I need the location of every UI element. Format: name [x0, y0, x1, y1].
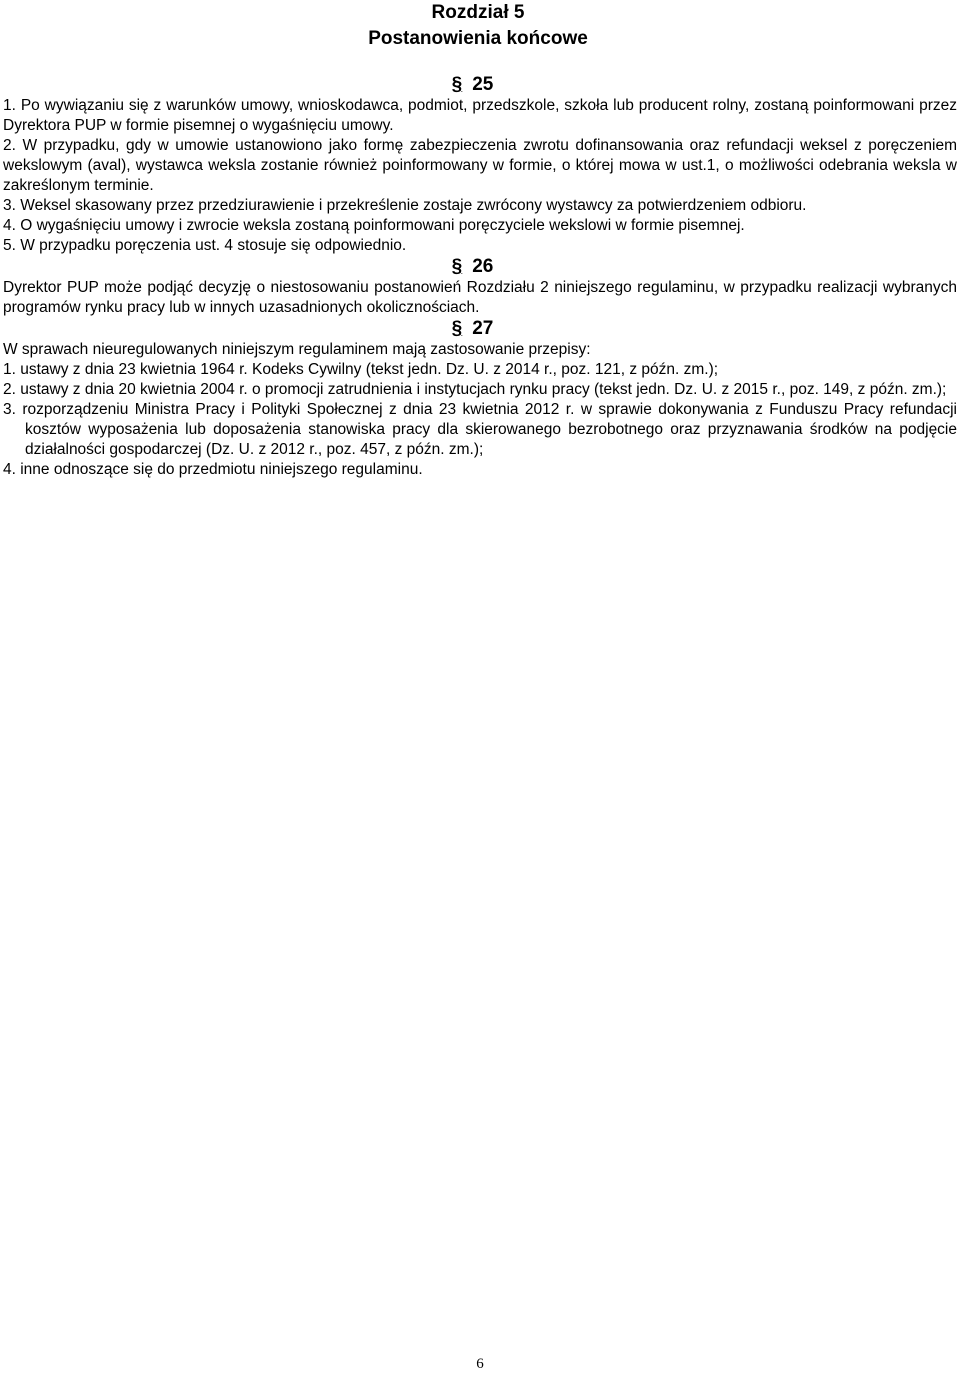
section-25-heading: [0, 74, 957, 96]
section-27-item-2: 2. ustawy z dnia 20 kwietnia 2004 r. o promocji zatrudnienia i instytucjach rynku pracy (tekst jedn. Dz. U. z 2015 r., poz. 149, z późn. zm.);: [3, 381, 947, 398]
section-27-item-4: 4. inne odnoszące się do przedmiotu niniejszego regulaminu.: [3, 461, 423, 478]
document-page: [3, 0, 957, 480]
section-number: 26: [472, 256, 494, 277]
section-27-item-3: 3. rozporządzeniu Ministra Pracy i Polityki Społecznej z dnia 23 kwietnia 2012 r. w sprawie dokonywania z Funduszu Pracy refundacji kosztów wyposażenia lub doposażenia stanowiska pracy dla skierowanego bezrobotnego oraz przyznawania środków na podjęcie działalności gospodarczej (Dz. U. z 2012 r., poz. 457, z późn. zm.);: [3, 401, 957, 458]
chapter-heading: [0, 0, 957, 52]
section-25-item-3: 3. Weksel skasowany przez przedziurawienie i przekreślenie zostaje zwrócony wystawcy za potwierdzeniem odbioru.: [3, 197, 807, 214]
section-symbol: §: [451, 74, 463, 95]
page-number: 6: [476, 1356, 484, 1372]
section-26-text: Dyrektor PUP może podjąć decyzję o niestosowaniu postanowień Rozdziału 2 niniejszego regulaminu, w przypadku realizacji wybranych programów rynku pracy lub w innych uzasadnionych okolicznościach.: [3, 279, 957, 316]
section-symbol: §: [451, 256, 463, 277]
section-26-heading: [0, 256, 957, 278]
section-27-heading: [0, 318, 957, 340]
section-number: 27: [472, 318, 494, 339]
section-27-intro: W sprawach nieuregulowanych niniejszym regulaminem mają zastosowanie przepisy:: [3, 341, 591, 358]
section-25-item-4: 4. O wygaśnięciu umowy i zwrocie weksla zostaną poinformowani poręczyciele wekslowi w formie pisemnej.: [3, 217, 745, 234]
chapter-number: Rozdział 5: [431, 2, 525, 23]
section-number: 25: [472, 74, 494, 95]
section-27-item-1: 1. ustawy z dnia 23 kwietnia 1964 r. Kodeks Cywilny (tekst jedn. Dz. U. z 2014 r., poz. 121, z późn. zm.);: [3, 361, 719, 378]
chapter-title: Postanowienia końcowe: [368, 28, 588, 49]
section-25-item-5: 5. W przypadku poręczenia ust. 4 stosuje się odpowiednio.: [3, 237, 407, 254]
section-25-item-1: 1. Po wywiązaniu się z warunków umowy, wnioskodawca, podmiot, przedszkole, szkoła lub producent rolny, zostaną poinformowani przez Dyrektora PUP w formie pisemnej o wygaśnięciu umowy.: [3, 97, 957, 134]
section-symbol: §: [451, 318, 463, 339]
section-25-item-2: 2. W przypadku, gdy w umowie ustanowiono jako formę zabezpieczenia zwrotu dofinansowania oraz refundacji weksel z poręczeniem wekslowym (aval), wystawca weksla zostanie również poinformowany w formie, o której mowa w ust.1, o możliwości odebrania weksla w zakreślonym terminie.: [3, 137, 957, 194]
